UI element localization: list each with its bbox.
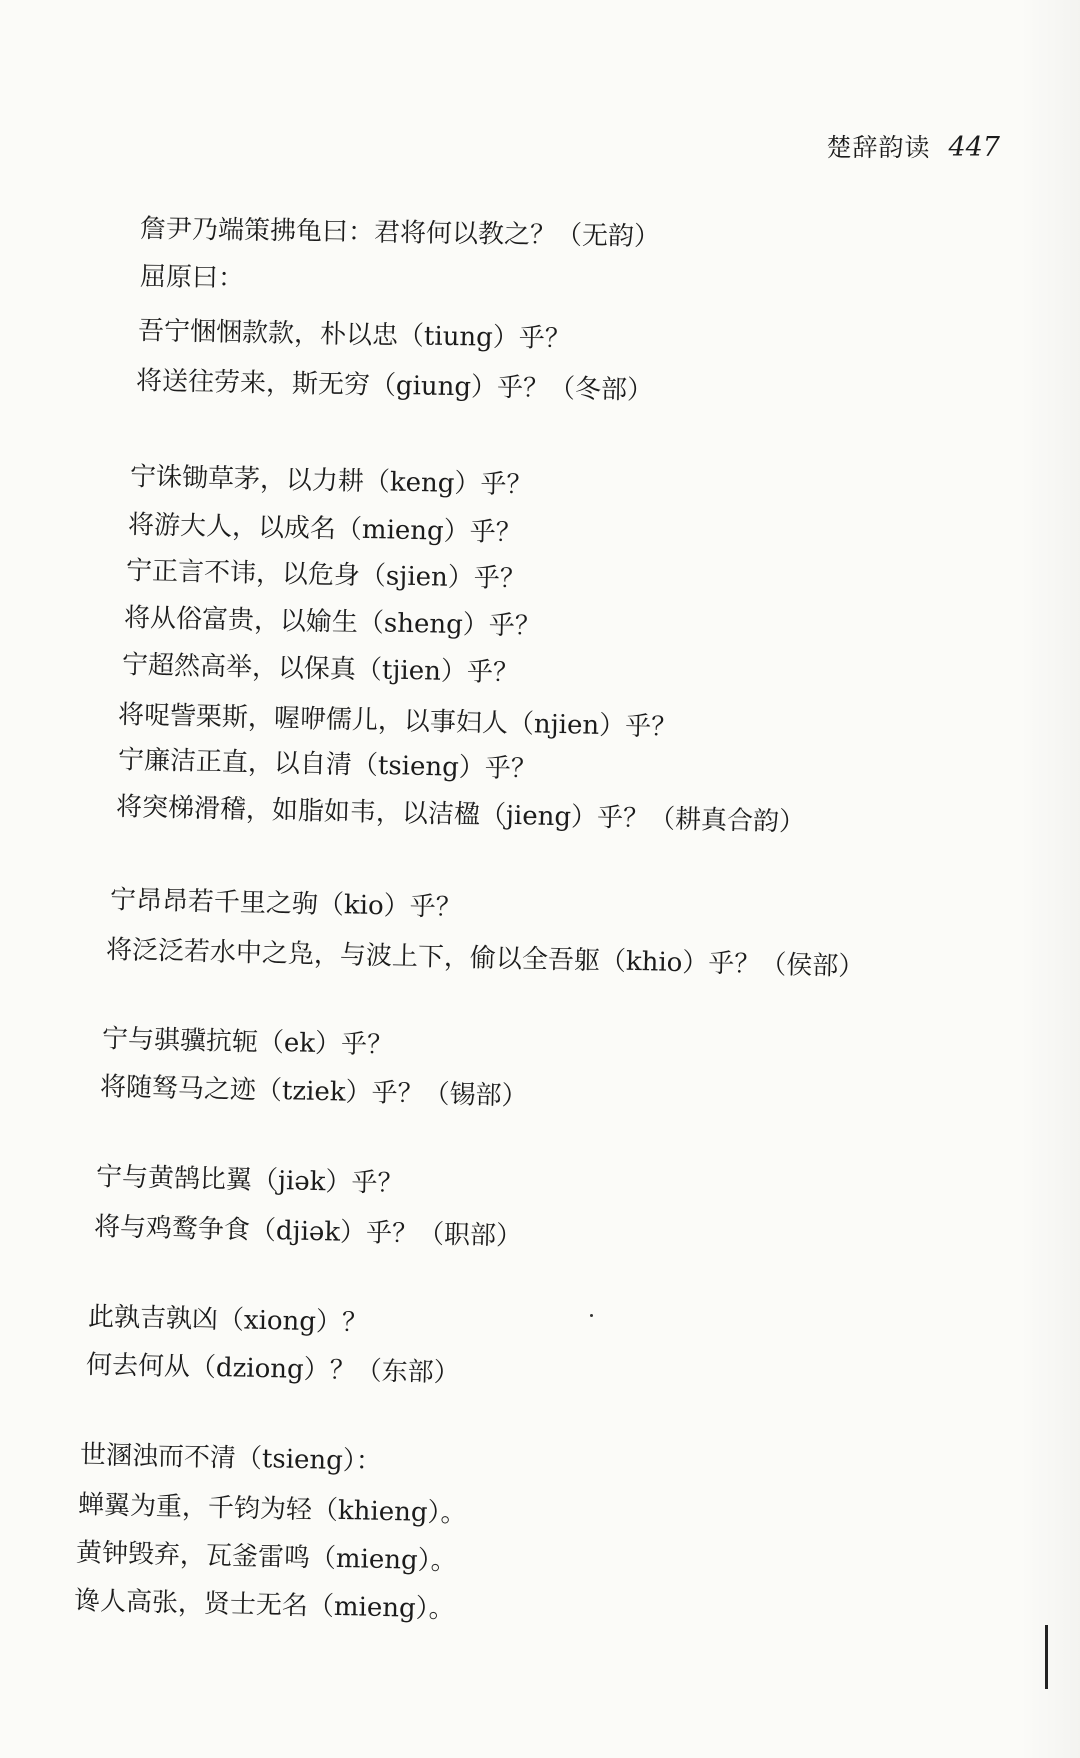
text-line: 谗人高张，贤士无名（mieng）。 xyxy=(73,1586,456,1625)
text-line: 世溷浊而不清（tsieng）： xyxy=(79,1440,383,1477)
book-title: 楚辞韵读 xyxy=(826,133,931,162)
text-line: 何去何从（dziong）？（东部） xyxy=(85,1350,460,1389)
text-line: 詹尹乃端策拂龟曰：君将何以教之？（无韵） xyxy=(139,214,661,253)
text-line: 黄钟毁弃，瓦釜雷鸣（mieng）。 xyxy=(75,1538,458,1577)
text-line: 宁超然高举，以保真（tjien）乎？ xyxy=(121,650,520,689)
text-line: 将与鸡鹜争食（djiək）乎？（职部） xyxy=(93,1212,523,1252)
text-line: 将从俗富贵，以媮生（sheng）乎？ xyxy=(123,603,542,642)
running-header xyxy=(826,128,1000,164)
text-line: 宁与黄鹄比翼（jiək）乎？ xyxy=(95,1162,404,1199)
text-line: 将随驽马之迹（tziek）乎？（锡部） xyxy=(99,1072,528,1112)
text-line: 宁廉洁正直，以自清（tsieng）乎？ xyxy=(117,745,538,785)
text-line: 将突梯滑稽，如脂如韦，以洁楹（jieng）乎？（耕真合韵） xyxy=(115,792,806,838)
text-line: 将泛泛若水中之凫，与波上下，偷以全吾躯（khio）乎？（侯部） xyxy=(105,935,865,983)
text-line: 蝉翼为重，千钧为轻（khieng）。 xyxy=(77,1490,467,1529)
text-line: 屈原曰： xyxy=(139,262,245,294)
page-edge-shadow xyxy=(1020,0,1080,1758)
text-line: 吾宁悃悃款款，朴以忠（tiung）乎？ xyxy=(137,316,572,355)
text-line: 宁正言不讳，以危身（sjien）乎？ xyxy=(125,556,527,595)
text-line: 宁昂昂若千里之驹（kio）乎？ xyxy=(109,885,462,923)
margin-mark xyxy=(1045,1625,1048,1689)
page-number: 447 xyxy=(948,132,1000,163)
text-line: 宁诛锄草茅，以力耕（keng）乎？ xyxy=(129,462,533,501)
text-line: 将送往劳来，斯无穷（giung）乎？（冬部） xyxy=(135,366,654,406)
scan-speck xyxy=(590,1314,593,1317)
text-line: 宁与骐骥抗轭（ek）乎？ xyxy=(101,1024,394,1061)
text-line: 将游大人，以成名（mieng）乎？ xyxy=(127,510,522,549)
text-line: 此孰吉孰凶（xiong）？ xyxy=(87,1302,369,1339)
text-line: 将哫訾栗斯，喔咿儒儿，以事妇人（njien）乎？ xyxy=(117,700,678,743)
